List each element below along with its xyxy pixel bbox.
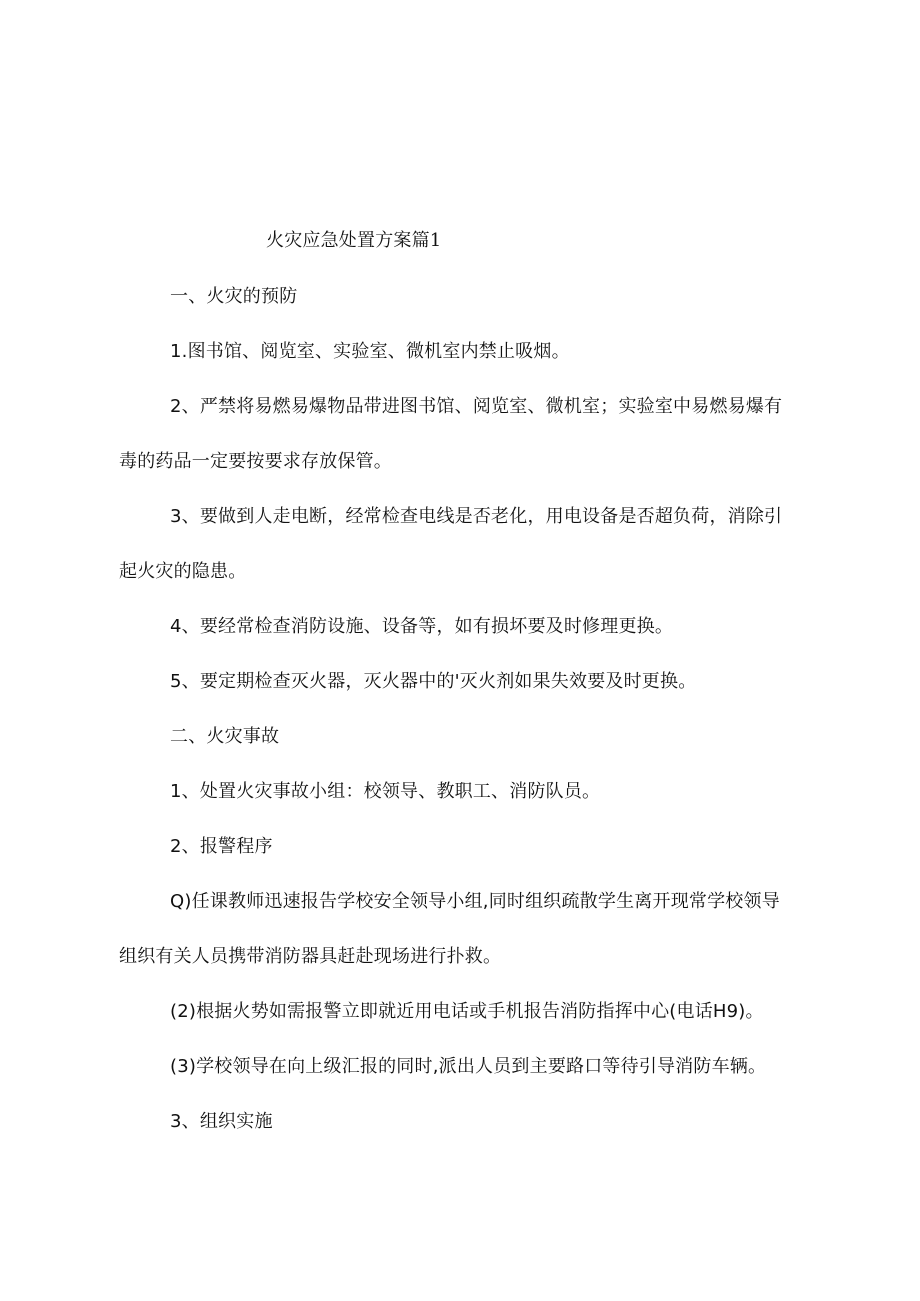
paragraph-line: 起火灾的隐患。: [119, 561, 247, 582]
section-heading-prevention: 一、火灾的预防: [170, 286, 298, 307]
section-heading-incident: 二、火灾事故: [170, 726, 280, 747]
paragraph-line: 1.图书馆、阅览室、实验室、微机室内禁止吸烟。: [170, 341, 570, 362]
paragraph-line: 毒的药品一定要按要求存放保管。: [119, 451, 392, 472]
paragraph-line: Q)任课教师迅速报告学校安全领导小组,同时组织疏散学生离开现常学校领导: [170, 891, 780, 912]
paragraph-line: 3、要做到人走电断，经常检查电线是否老化，用电设备是否超负荷，消除引: [170, 506, 783, 527]
paragraph-line: (2)根据火势如需报警立即就近用电话或手机报告消防指挥中心(电话H9)。: [170, 1001, 764, 1022]
paragraph-line: 3、组织实施: [170, 1111, 273, 1132]
paragraph-line: 组织有关人员携带消防器具赶赴现场进行扑救。: [119, 946, 502, 967]
paragraph-line: 2、严禁将易燃易爆物品带进图书馆、阅览室、微机室；实验室中易燃易爆有: [170, 396, 783, 417]
paragraph-line: 4、要经常检查消防设施、设备等，如有损坏要及时修理更换。: [170, 616, 674, 637]
document-title: 火灾应急处置方案篇1: [266, 230, 442, 251]
paragraph-line: 5、要定期检查灭火器，灭火器中的'灭火剂如果失效要及时更换。: [170, 671, 697, 692]
paragraph-line: (3)学校领导在向上级汇报的同时,派出人员到主要路口等待引导消防车辆。: [170, 1056, 767, 1077]
paragraph-line: 1、处置火灾事故小组：校领导、教职工、消防队员。: [170, 781, 601, 802]
paragraph-line: 2、报警程序: [170, 836, 273, 857]
